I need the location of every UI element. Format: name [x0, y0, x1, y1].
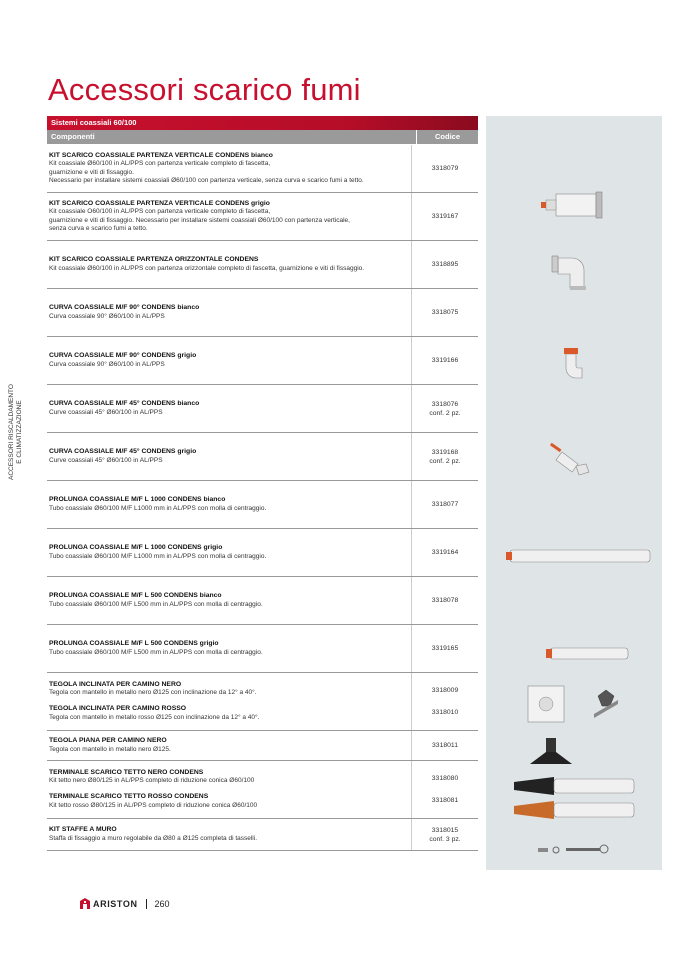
product-entry: [49, 400, 411, 417]
product-description: guarnizione e viti di fissaggio. Necessario per installare sistemi coassiali Ø60/100 con partenza verticale,: [49, 216, 350, 224]
product-description: Kit coassiale O60/100 in AL/PPS con partenza verticale completo di fascetta,: [49, 208, 271, 215]
code-cell: [412, 625, 478, 672]
product-description: Staffa di fissaggio a muro regolabile da Ø80 a Ø125 completa di tasselli.: [49, 834, 257, 842]
product-name: CURVA COASSIALE M/F 45° CONDENS bianco: [49, 400, 200, 407]
product-code: 3319166: [431, 357, 459, 364]
product-name: PROLUNGA COASSIALE M/F L 1000 CONDENS grigio: [49, 544, 223, 551]
product-code: 3318011: [432, 742, 458, 749]
product-entry: [49, 496, 411, 513]
product-image-curve-45: [550, 443, 589, 475]
product-code: 3318078: [431, 597, 459, 604]
component-cell: [47, 193, 412, 240]
product-image-extension-500: [546, 648, 628, 659]
code-cell: [412, 577, 478, 624]
table-row: [47, 761, 478, 819]
product-image-flat-tile: [530, 738, 572, 764]
footer-separator: [146, 899, 147, 909]
product-image-roof-terminal-black: [514, 777, 634, 795]
product-description: Tegola con mantello in metallo rosso Ø125 con inclinazione da 12° a 40°.: [49, 713, 260, 721]
product-name: KIT STAFFE A MURO: [49, 826, 117, 833]
product-code-group: [432, 741, 458, 750]
table-row: [47, 145, 478, 193]
product-entry: [49, 681, 411, 698]
table-row: [47, 193, 478, 241]
product-code-group: [432, 596, 458, 605]
product-code-group: [432, 356, 458, 365]
product-entry: [49, 769, 411, 786]
product-code: 3318076: [431, 400, 459, 408]
code-cell: [412, 761, 478, 818]
page-title: Accessori scarico fumi: [48, 72, 361, 107]
code-cell: [412, 241, 478, 288]
product-code-group: [429, 448, 460, 466]
product-description: Tegola con mantello in metallo nero Ø125.: [49, 745, 171, 753]
product-description: Necessario per installare sistemi coassiali Ø60/100 con partenza verticale, senza curva e scarico fumi a tetto.: [49, 177, 364, 184]
footer: [80, 898, 170, 909]
product-description: Kit coassiale Ø60/100 in AL/PPS con partenza verticale completo di fascetta,: [49, 160, 271, 167]
component-cell: [47, 145, 412, 192]
product-code-group: [432, 212, 458, 221]
product-entry: [49, 448, 411, 465]
column-header-row: [47, 130, 478, 145]
product-name: TEGOLA INCLINATA PER CAMINO NERO: [49, 680, 182, 688]
product-entry: [49, 200, 411, 234]
product-code: 3318015: [431, 826, 459, 834]
code-cell: [412, 337, 478, 384]
table-row: [47, 337, 478, 385]
component-cell: [47, 625, 412, 672]
table-body: [47, 145, 478, 851]
component-cell: [47, 731, 412, 760]
product-code-group: [432, 686, 458, 695]
product-name: KIT SCARICO COASSIALE PARTENZA ORIZZONTALE CONDENS: [49, 256, 259, 263]
code-cell: [412, 433, 478, 480]
product-description: Curva coassiale 90° Ø60/100 in AL/PPS: [49, 360, 165, 368]
code-cell: [412, 289, 478, 336]
product-code-group: [432, 708, 458, 717]
product-entry: [49, 152, 411, 186]
product-entry: [49, 256, 411, 273]
product-code-group: [432, 308, 458, 317]
product-code: 3318077: [431, 501, 459, 508]
product-description: Tegola con mantello in metallo nero Ø125 con inclinazione da 12° a 40°.: [49, 689, 257, 697]
side-label: [8, 384, 38, 480]
component-cell: [47, 761, 412, 818]
table-row: [47, 577, 478, 625]
product-code-group: [429, 400, 460, 418]
product-code: 3319168: [431, 448, 459, 456]
product-description: Kit tetto rosso Ø80/125 in AL/PPS completo di riduzione conica Ø60/100: [49, 801, 258, 809]
product-description: Kit coassiale Ø60/100 in AL/PPS con partenza orizzontale completo di fascetta, guarnizione e viti di fissaggio.: [49, 264, 365, 272]
side-label-line1: ACCESSORI RISCALDAMENTO: [8, 384, 15, 480]
product-description: Curve coassiali 45° Ø60/100 in AL/PPS: [49, 456, 163, 464]
code-cell: [412, 193, 478, 240]
product-image-horizontal-kit: [552, 256, 586, 290]
product-code-group: [432, 774, 458, 783]
package-quantity: conf. 2 pz.: [429, 457, 461, 465]
package-quantity: conf. 3 pz.: [429, 835, 461, 843]
product-name: TEGOLA PIANA PER CAMINO NERO: [49, 737, 167, 744]
product-entry: [49, 592, 411, 609]
product-entry: [49, 304, 411, 321]
product-description: Curva coassiale 90° Ø60/100 in AL/PPS: [49, 312, 165, 320]
product-description: Tubo coassiale Ø60/100 M/F L1000 mm in AL/PPS con molla di centraggio.: [49, 504, 267, 512]
product-name: TERMINALE SCARICO TETTO ROSSO CONDENS: [49, 793, 209, 801]
product-code-group: [432, 500, 458, 509]
product-code: 3318081: [431, 797, 459, 804]
product-code: 3318075: [431, 309, 459, 316]
product-entry: [49, 352, 411, 369]
product-description: Tubo coassiale Ø60/100 M/F L1000 mm in AL/PPS con molla di centraggio.: [49, 552, 267, 560]
product-image-roof-terminal-red: [514, 801, 634, 819]
product-name: PROLUNGA COASSIALE M/F L 1000 CONDENS bianco: [49, 496, 226, 503]
code-cell: [412, 481, 478, 528]
product-code: 3318080: [431, 775, 459, 782]
component-cell: [47, 577, 412, 624]
product-code: 3318895: [431, 261, 459, 268]
ariston-logo-icon: [80, 898, 90, 909]
product-code-group: [432, 796, 458, 805]
product-name: TERMINALE SCARICO TETTO NERO CONDENS: [49, 768, 204, 776]
code-cell: [412, 145, 478, 192]
product-entry: [49, 826, 411, 843]
table-row: [47, 673, 478, 731]
product-entry: [49, 705, 411, 722]
brand-name: ARISTON: [93, 898, 138, 909]
table-row: [47, 529, 478, 577]
table-row: [47, 819, 478, 851]
component-cell: [47, 433, 412, 480]
product-code: 3318079: [431, 165, 459, 172]
package-quantity: conf. 2 pz.: [429, 409, 461, 417]
column-header-components: Componenti: [51, 132, 95, 141]
product-entry: [49, 640, 411, 657]
product-code: 3319165: [431, 645, 459, 652]
component-cell: [47, 241, 412, 288]
product-entry: [49, 737, 411, 754]
product-code-group: [432, 548, 458, 557]
product-code-group: [432, 644, 458, 653]
product-images-column: [486, 116, 662, 870]
product-code: 3318010: [431, 709, 459, 716]
code-cell: [412, 731, 478, 760]
component-cell: [47, 289, 412, 336]
product-description: Tubo coassiale Ø60/100 M/F L500 mm in AL/PPS con molla di centraggio.: [49, 648, 263, 656]
component-cell: [47, 481, 412, 528]
code-cell: [412, 385, 478, 432]
table-row: [47, 625, 478, 673]
product-image-extension-1000: [506, 550, 650, 562]
component-cell: [47, 337, 412, 384]
component-cell: [47, 819, 412, 850]
product-name: TEGOLA INCLINATA PER CAMINO ROSSO: [49, 705, 187, 713]
code-cell: [412, 819, 478, 850]
product-images: [486, 116, 662, 870]
accessories-table: [47, 116, 478, 851]
product-name: CURVA COASSIALE M/F 45° CONDENS grigio: [49, 448, 197, 455]
product-description: Tubo coassiale Ø60/100 M/F L500 mm in AL/PPS con molla di centraggio.: [49, 600, 263, 608]
product-name: PROLUNGA COASSIALE M/F L 500 CONDENS bianco: [49, 592, 222, 599]
table-row: [47, 385, 478, 433]
side-label-line2: E CLIMATIZZAZIONE: [16, 400, 23, 464]
page-number: 260: [154, 898, 170, 909]
code-cell: [412, 673, 478, 730]
code-cell: [412, 529, 478, 576]
product-description: senza curva e scarico fumi a tetto.: [49, 225, 148, 232]
product-image-curve-90: [564, 348, 582, 378]
product-name: PROLUNGA COASSIALE M/F L 500 CONDENS grigio: [49, 640, 219, 647]
product-code-group: [432, 260, 458, 269]
table-row: [47, 241, 478, 289]
component-cell: [47, 529, 412, 576]
product-code: 3319164: [431, 549, 459, 556]
table-row: [47, 481, 478, 529]
product-code-group: [432, 164, 458, 173]
table-row: [47, 433, 478, 481]
product-description: Kit tetto nero Ø80/125 in AL/PPS completo di riduzione conica Ø60/100: [49, 777, 255, 785]
product-image-vertical-kit-white: [541, 192, 602, 218]
product-name: CURVA COASSIALE M/F 90° CONDENS bianco: [49, 304, 200, 311]
product-image-wall-brackets: [538, 845, 608, 853]
product-code: 3319167: [431, 213, 459, 220]
table-row: [47, 289, 478, 337]
product-entry: [49, 544, 411, 561]
product-entry: [49, 793, 411, 810]
product-code-group: [429, 826, 460, 844]
product-code: 3318009: [431, 687, 459, 694]
component-cell: [47, 385, 412, 432]
product-name: KIT SCARICO COASSIALE PARTENZA VERTICALE CONDENS grigio: [49, 199, 270, 207]
component-cell: [47, 673, 412, 730]
table-row: [47, 731, 478, 761]
product-image-inclined-tile: [528, 686, 618, 722]
product-name: CURVA COASSIALE M/F 90° CONDENS grigio: [49, 352, 197, 359]
product-description: Curve coassiali 45° Ø60/100 in AL/PPS: [49, 408, 163, 416]
product-description: guarnizione e viti di fissaggio.: [49, 168, 134, 176]
section-header: Sistemi coassiali 60/100: [47, 116, 478, 130]
product-name: KIT SCARICO COASSIALE PARTENZA VERTICALE CONDENS bianco: [49, 151, 273, 159]
column-header-code: Codice: [416, 130, 478, 144]
